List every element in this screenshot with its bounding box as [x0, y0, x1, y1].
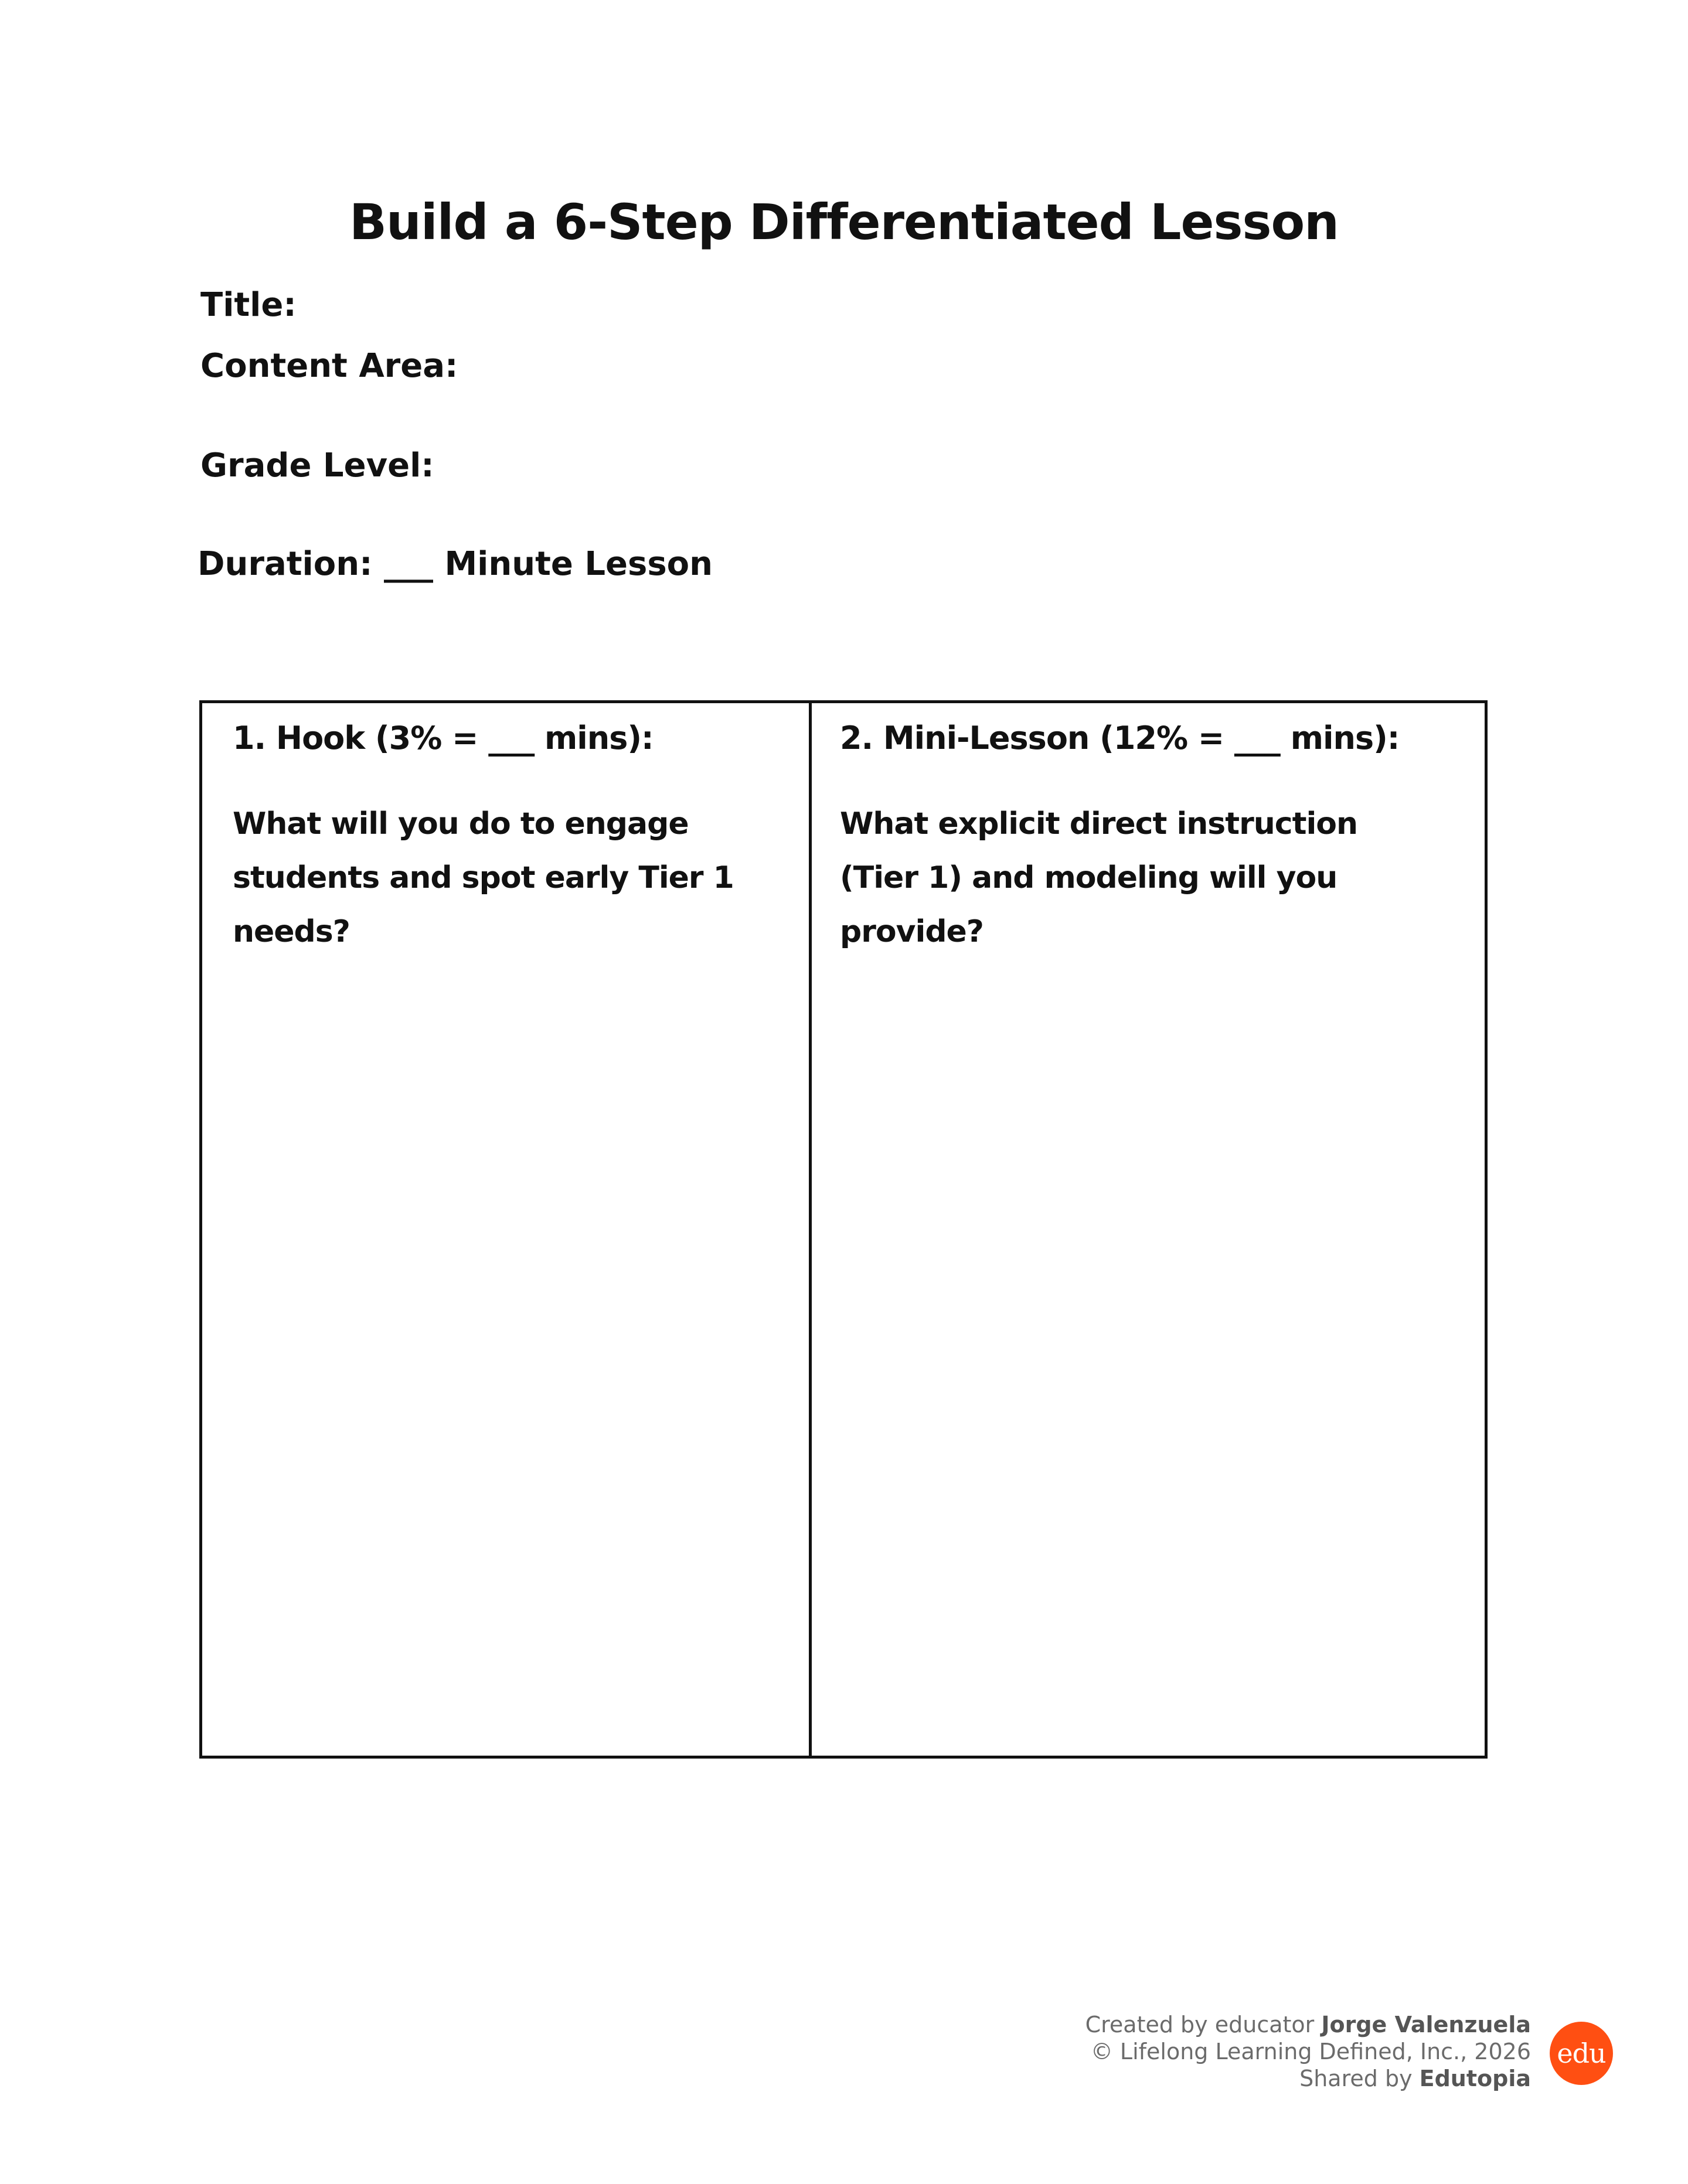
- step-cell-mini-lesson: [812, 703, 1485, 1756]
- footer-shared-prefix: Shared by: [1299, 2066, 1420, 2091]
- footer-copyright: © Lifelong Learning Defined, Inc., 2026: [1090, 2039, 1531, 2064]
- page-title: Build a 6-Step Differentiated Lesson: [349, 193, 1339, 251]
- edutopia-logo-icon: edu: [1550, 2022, 1613, 2085]
- content-area-field-label: Content Area:: [200, 347, 458, 385]
- duration-field-label: Duration: ___ Minute Lesson: [198, 545, 713, 583]
- step-heading: 1. Hook (3% = ___ mins):: [233, 720, 654, 757]
- lesson-steps-table: [199, 700, 1488, 1759]
- step-heading: 2. Mini-Lesson (12% = ___ mins):: [840, 720, 1400, 757]
- title-field-label: Title:: [200, 286, 297, 324]
- footer-created-line: [1085, 2011, 1531, 2038]
- footer-credits: [1085, 2011, 1531, 2092]
- grade-level-field-label: Grade Level:: [200, 447, 434, 485]
- footer-publisher: Edutopia: [1419, 2066, 1531, 2091]
- step-prompt: What explicit direct instruction (Tier 1) and modeling will you provide?: [840, 806, 1358, 949]
- footer-author: Jorge Valenzuela: [1321, 2012, 1531, 2038]
- footer-created-prefix: Created by educator: [1085, 2012, 1322, 2038]
- step-prompt: What will you do to engage students and spot early Tier 1 needs?: [233, 806, 734, 949]
- footer-shared-line: [1085, 2065, 1531, 2092]
- step-cell-hook: [202, 703, 812, 1756]
